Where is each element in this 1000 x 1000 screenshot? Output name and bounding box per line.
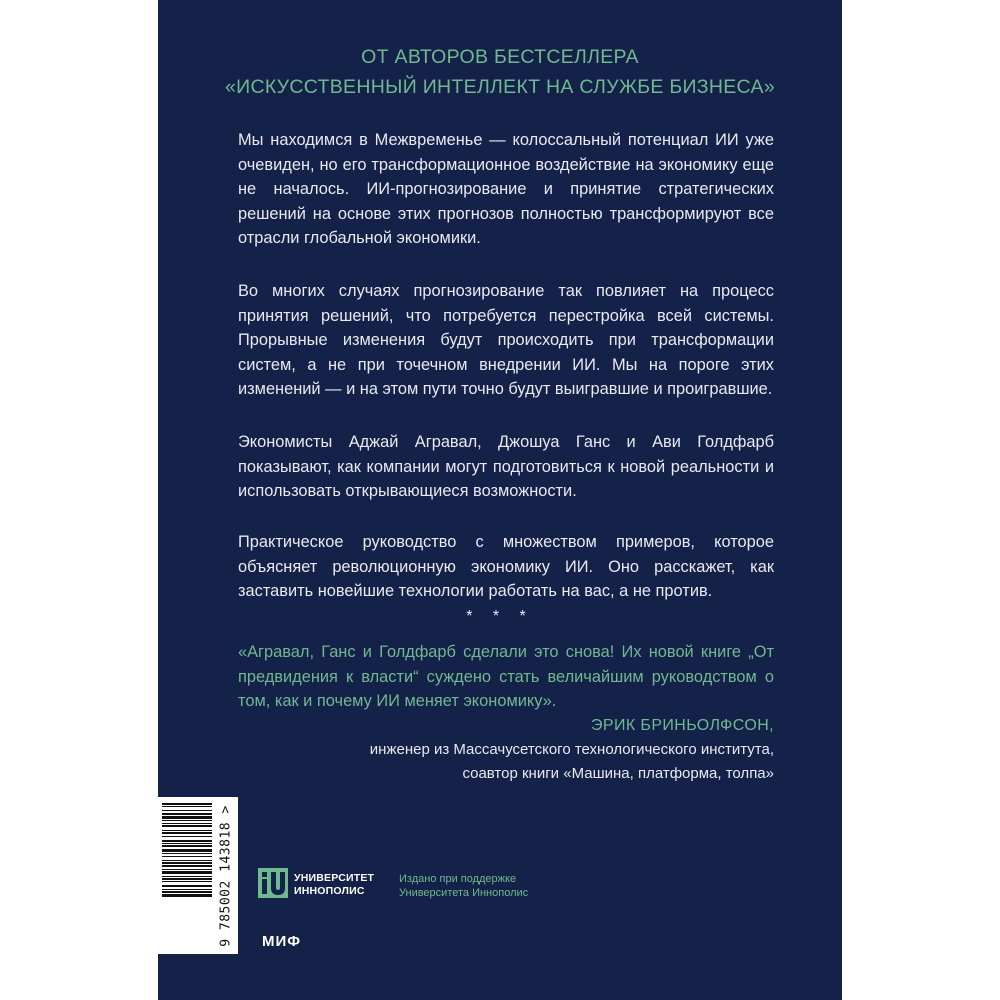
barcode-bar	[162, 894, 212, 897]
heading-line-2: «ИСКУССТВЕННЫЙ ИНТЕЛЛЕКТ НА СЛУЖБЕ БИЗНЕСА»	[225, 76, 775, 98]
section-separator: * * *	[466, 608, 534, 625]
barcode-bar	[162, 803, 212, 805]
cover-heading	[158, 42, 842, 102]
barcode-bar	[162, 876, 212, 877]
barcode-bar	[162, 869, 212, 870]
barcode-bar	[162, 856, 212, 857]
barcode-bar	[162, 849, 212, 852]
paragraph-3: Экономисты Аджай Агравал, Джошуа Ганс и Ави Голдфарб показывают, как компании могут подготовиться к новой реальности и использовать открывающиеся возможности.	[238, 433, 774, 500]
barcode-bar	[162, 853, 212, 854]
barcode-bar	[162, 825, 212, 827]
support-note-line-1: Издано при поддержке	[399, 873, 517, 885]
barcode-bar	[162, 816, 212, 819]
support-note	[399, 872, 528, 900]
barcode-bar	[162, 810, 212, 811]
barcode-bar	[162, 889, 212, 890]
review-quote: «Агравал, Ганс и Голдфарб сделали это снова! Их новой книге „От предвидения к власти“ суждено стать величайшим руководством о том, как и почему ИИ меняет экономику».	[238, 643, 774, 710]
barcode-bars	[158, 797, 214, 954]
barcode-bar	[162, 806, 212, 807]
innopolis-logo-icon	[258, 868, 288, 898]
barcode-bar	[162, 830, 212, 831]
barcode-bar	[162, 836, 212, 837]
barcode-bar	[162, 891, 212, 893]
quote-author: ЭРИК БРИНЬОЛФСОН,	[590, 717, 774, 734]
university-name-line-1: УНИВЕРСИТЕТ	[294, 872, 375, 884]
barcode-bar	[162, 881, 212, 882]
university-name	[294, 872, 374, 898]
barcode-bar	[162, 845, 212, 847]
barcode-bar	[162, 860, 212, 861]
paragraph-1: Мы находимся в Межвременье — колоссальный потенциал ИИ уже очевиден, но его трансформационное воздействие на экономику еще не началось. ИИ-прогнозирование и принятие стратегических решений на основе этих прогнозов полностью трансформируют все отрасли глобальной экономики.	[238, 131, 774, 247]
support-note-line-2: Университета Иннополис	[399, 887, 529, 899]
barcode-bar	[162, 878, 212, 880]
quote-affiliation-1: инженер из Массачусетского технологического института,	[369, 741, 774, 758]
paragraph-2: Во многих случаях прогнозирование так повлияет на процесс принятия решений, что потребуется перестройка всей системы. Прорывные изменения будут происходить при трансформации систем, а не при точечном внедрении ИИ. Мы на пороге этих изменений — и на этом пути точно будут выигравшие и проигравшие.	[238, 282, 774, 398]
barcode-bar	[162, 840, 212, 842]
isbn-text: 9 785002 143818 >	[218, 804, 234, 947]
heading-line-1: ОТ АВТОРОВ БЕСТСЕЛЛЕРА	[361, 46, 639, 68]
barcode-bar	[162, 865, 212, 867]
barcode-bar	[162, 843, 212, 844]
university-name-line-2: ИННОПОЛИС	[294, 885, 365, 897]
barcode-bar	[162, 871, 212, 874]
book-back-cover	[158, 0, 842, 1000]
barcode-bar	[162, 862, 212, 864]
barcode-bar	[162, 823, 212, 824]
paragraph-4: Практическое руководство с множеством примеров, которое объясняет революционную экономику ИИ. Оно расскажет, как заставить новейшие технологии работать на вас, а не против.	[238, 533, 774, 600]
isbn-barcode	[158, 797, 238, 954]
isbn-number	[214, 797, 238, 954]
barcode-bar	[162, 832, 212, 834]
publisher-logo: МИФ	[262, 933, 302, 950]
quote-affiliation-2: соавтор книги «Машина, платформа, толпа»	[462, 765, 774, 782]
barcode-bar	[162, 885, 212, 887]
barcode-bar	[162, 820, 212, 821]
barcode-bar	[162, 813, 212, 815]
